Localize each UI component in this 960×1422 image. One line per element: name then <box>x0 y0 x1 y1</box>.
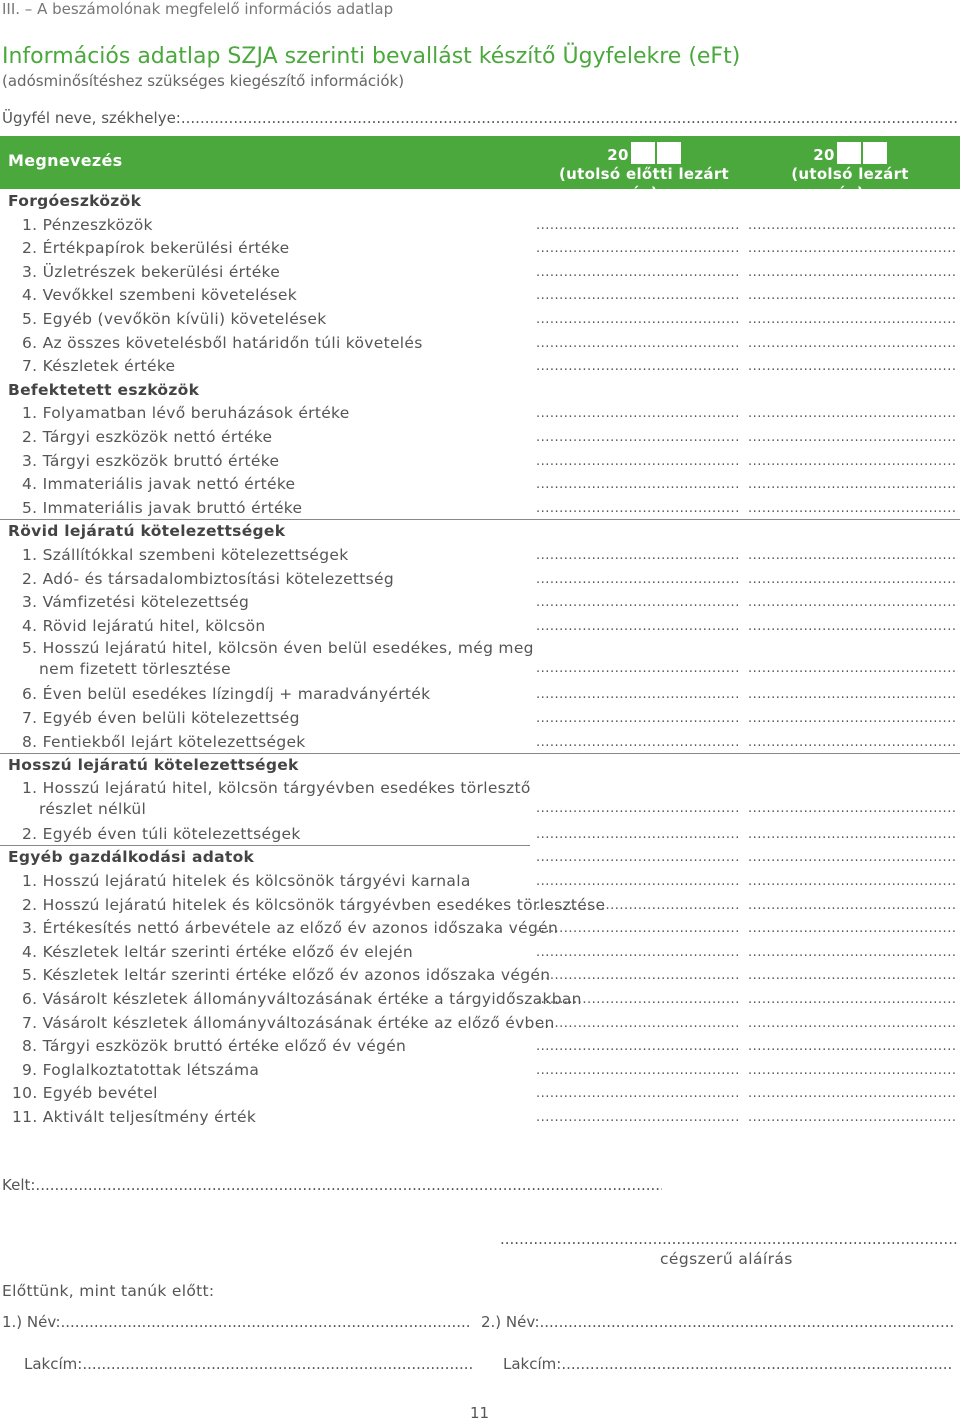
form-row <box>0 1035 960 1058</box>
section-title-label: Befektetett eszközök <box>8 380 200 399</box>
row-label: 2. Egyéb éven túli kötelezettségek <box>22 824 301 843</box>
section-title <box>0 754 960 777</box>
value-field-prev-year[interactable] <box>536 332 740 355</box>
row-label: 1. Pénzeszközök <box>22 215 153 234</box>
row-label: 2. Hosszú lejáratú hitelek és kölcsönök tárgyévben esedékes törlesztése <box>22 895 606 914</box>
value-field-last-year[interactable] <box>748 988 956 1011</box>
value-field-prev-year[interactable] <box>536 1035 740 1058</box>
row-label: 6. Az összes követelésből határidőn túli követelés <box>22 333 423 352</box>
row-label: 7. Vásárolt készletek állományváltozásának értéke az előző évben <box>22 1013 555 1032</box>
page-subtitle: (adósminősítéshez szükséges kiegészítő információk) <box>2 72 405 90</box>
value-field-last-year[interactable] <box>748 917 956 940</box>
section-title <box>0 190 960 213</box>
value-field-prev-year[interactable] <box>536 497 740 520</box>
signature-label: cégszerű aláírás <box>660 1250 793 1268</box>
witness1-address-field[interactable] <box>24 1355 472 1373</box>
form-row <box>0 355 960 378</box>
value-field-last-year[interactable] <box>748 731 956 754</box>
row-label: 8. Fentiekből lejárt kötelezettségek <box>22 732 306 751</box>
row-label: 2. Adó- és társadalombiztosítási kötelezettség <box>22 569 395 588</box>
row-label: 3. Értékesítés nettó árbevétele az előző év azonos időszaka végén <box>22 919 559 938</box>
form-row <box>0 615 960 638</box>
value-field-prev-year[interactable] <box>536 1106 740 1129</box>
section-title-label: Egyéb gazdálkodási adatok <box>8 848 255 867</box>
value-field-prev-year[interactable] <box>536 707 740 730</box>
row-label: 6. Vásárolt készletek állományváltozásának értéke a tárgyidőszakban <box>22 990 582 1008</box>
form-row <box>0 497 960 520</box>
value-field-last-year[interactable] <box>748 473 956 496</box>
kelt-dotted-line <box>35 1176 662 1194</box>
form-row <box>0 683 960 706</box>
value-field-prev-year[interactable] <box>536 355 740 378</box>
form-row <box>0 544 960 567</box>
form-row <box>0 591 960 614</box>
row-label: 5. Készletek leltár szerinti értéke előző év azonos időszaka végén <box>22 966 551 985</box>
row-label: 3. Üzletrészek bekerülési értéke <box>22 262 281 281</box>
value-field-prev-year[interactable] <box>536 426 740 449</box>
form-row <box>0 1082 960 1105</box>
value-field-prev-year[interactable] <box>536 308 740 331</box>
witness2-name-dots <box>540 1313 954 1331</box>
value-field-last-year[interactable] <box>748 308 956 331</box>
client-dotted-line <box>181 108 958 128</box>
form-row <box>0 1012 960 1035</box>
value-field-last-year[interactable] <box>748 568 956 591</box>
year-box-2b[interactable] <box>863 142 887 164</box>
row-label: 4. Készletek leltár szerinti értéke előző év elején <box>22 942 414 961</box>
row-label: 7. Készletek értéke <box>22 357 176 376</box>
witness2-address-label: Lakcím: <box>503 1355 562 1373</box>
form-row <box>0 638 960 680</box>
witness2-address-dots <box>561 1355 953 1373</box>
form-row <box>0 568 960 591</box>
year-prefix-1: 20 <box>607 146 629 164</box>
value-field-last-year[interactable] <box>748 426 956 449</box>
value-field-prev-year[interactable] <box>536 797 740 820</box>
value-field-last-year[interactable] <box>748 214 956 237</box>
row-label: 1. Hosszú lejáratú hitel, kölcsön tárgyévben esedékes törlesztő részlet nélkül <box>22 778 531 818</box>
page-number: 11 <box>470 1404 490 1422</box>
form-row <box>0 964 960 987</box>
client-label: Ügyfél neve, székhelye: <box>2 109 181 127</box>
value-field-last-year[interactable] <box>748 846 956 869</box>
section-title <box>0 520 960 543</box>
section-title-label: Forgóeszközök <box>8 192 142 210</box>
value-field-last-year[interactable] <box>748 497 956 520</box>
witness-label: Előttünk, mint tanúk előtt: <box>2 1282 215 1300</box>
value-field-prev-year[interactable] <box>536 894 740 917</box>
value-field-last-year[interactable] <box>748 941 956 964</box>
year-caption-2: (utolsó lezárt év) <box>791 165 909 202</box>
value-field-prev-year[interactable] <box>536 261 740 284</box>
row-label: 5. Egyéb (vevőkön kívüli) követelések <box>22 310 327 328</box>
value-field-last-year[interactable] <box>748 355 956 378</box>
form-row <box>0 473 960 496</box>
signature-line[interactable] <box>500 1230 958 1248</box>
witness1-name-field[interactable] <box>2 1313 472 1331</box>
form-row <box>0 917 960 940</box>
value-field-prev-year[interactable] <box>536 870 740 893</box>
form-row <box>0 426 960 449</box>
year-box-1a[interactable] <box>631 142 655 164</box>
value-field-last-year[interactable] <box>748 615 956 638</box>
value-field-last-year[interactable] <box>748 1082 956 1105</box>
value-field-prev-year[interactable] <box>536 544 740 567</box>
form-row <box>0 941 960 964</box>
form-row <box>0 1059 960 1082</box>
row-label: 4. Immateriális javak nettó értéke <box>22 475 296 494</box>
row-label: 2. Tárgyi eszközök nettó értéke <box>22 428 273 446</box>
value-field-prev-year[interactable] <box>536 284 740 307</box>
value-field-last-year[interactable] <box>748 1106 956 1129</box>
value-field-prev-year[interactable] <box>536 683 740 706</box>
value-field-last-year[interactable] <box>748 1012 956 1035</box>
form-row <box>0 707 960 730</box>
row-label: 1. Szállítókkal szembeni kötelezettségek <box>22 546 349 564</box>
kelt-label: Kelt: <box>2 1176 36 1194</box>
section-title <box>0 379 960 402</box>
value-field-last-year[interactable] <box>748 657 956 680</box>
kelt-field[interactable] <box>2 1176 662 1194</box>
witness1-address-label: Lakcím: <box>24 1355 83 1373</box>
value-field-last-year[interactable] <box>748 823 956 846</box>
form-row <box>0 450 960 473</box>
row-label: 5. Immateriális javak bruttó értéke <box>22 498 303 517</box>
value-field-last-year[interactable] <box>748 894 956 917</box>
row-label: 5. Hosszú lejáratú hitel, kölcsön éven belül esedékes, még meg nem fizetett törlesztése <box>22 639 534 679</box>
value-field-prev-year[interactable] <box>536 846 740 869</box>
value-field-prev-year[interactable] <box>536 402 740 425</box>
row-label: 1. Hosszú lejáratú hitelek és kölcsönök tárgyévi karnala <box>22 872 471 890</box>
row-label: 10. Egyéb bevétel <box>12 1084 158 1103</box>
value-field-last-year[interactable] <box>748 870 956 893</box>
form-row <box>0 214 960 237</box>
value-field-prev-year[interactable] <box>536 568 740 591</box>
value-field-prev-year[interactable] <box>536 941 740 964</box>
row-label: 2. Értékpapírok bekerülési értéke <box>22 239 290 258</box>
value-field-prev-year[interactable] <box>536 450 740 473</box>
year-box-2a[interactable] <box>837 142 861 164</box>
form-row <box>0 261 960 284</box>
value-field-last-year[interactable] <box>748 683 956 706</box>
year-caption-1: (utolsó előtti lezárt év) <box>559 165 729 202</box>
value-field-prev-year[interactable] <box>536 591 740 614</box>
value-field-prev-year[interactable] <box>536 917 740 940</box>
witness1-address-dots <box>82 1355 472 1373</box>
section-title-label: Rövid lejáratú kötelezettségek <box>8 522 286 541</box>
witness2-name-label: 2.) Név: <box>481 1313 540 1331</box>
value-field-last-year[interactable] <box>748 591 956 614</box>
year-prefix-2: 20 <box>813 146 835 164</box>
witness1-name-dots <box>61 1313 473 1331</box>
form-row <box>0 237 960 260</box>
value-field-prev-year[interactable] <box>536 657 740 680</box>
row-label: 9. Foglalkoztatottak létszáma <box>22 1060 260 1079</box>
value-field-prev-year[interactable] <box>536 473 740 496</box>
header-name: Megnevezés <box>8 151 123 170</box>
row-label: 3. Tárgyi eszközök bruttó értéke <box>22 451 280 470</box>
section-title <box>0 846 960 869</box>
form-row <box>0 1106 960 1129</box>
form-row <box>0 823 960 846</box>
value-field-prev-year[interactable] <box>536 214 740 237</box>
value-field-last-year[interactable] <box>748 797 956 820</box>
value-field-prev-year[interactable] <box>536 823 740 846</box>
value-field-last-year[interactable] <box>748 332 956 355</box>
value-field-last-year[interactable] <box>748 964 956 987</box>
page-title: Információs adatlap SZJA szerinti bevallást készítő Ügyfelekre (eFt) <box>2 44 741 69</box>
form-row <box>0 308 960 331</box>
row-label: 8. Tárgyi eszközök bruttó értéke előző év végén <box>22 1037 407 1056</box>
value-field-prev-year[interactable] <box>536 237 740 260</box>
form-row <box>0 894 960 917</box>
row-label: 3. Vámfizetési kötelezettség <box>22 593 250 612</box>
form-row <box>0 778 960 820</box>
value-field-prev-year[interactable] <box>536 615 740 638</box>
value-field-last-year[interactable] <box>748 1035 956 1058</box>
value-field-last-year[interactable] <box>748 261 956 284</box>
value-field-last-year[interactable] <box>748 544 956 567</box>
section-title-label: Hosszú lejáratú kötelezettségek <box>8 756 299 775</box>
row-label: 1. Folyamatban lévő beruházások értéke <box>22 404 350 423</box>
form-row <box>0 731 960 754</box>
row-label: 4. Rövid lejáratú hitel, kölcsön <box>22 616 266 635</box>
form-row <box>0 870 960 893</box>
value-field-prev-year[interactable] <box>536 731 740 754</box>
form-row <box>0 284 960 307</box>
value-field-prev-year[interactable] <box>536 1082 740 1105</box>
form-row <box>0 402 960 425</box>
value-field-prev-year[interactable] <box>536 964 740 987</box>
witness1-name-label: 1.) Név: <box>2 1313 61 1331</box>
form-row <box>0 988 960 1011</box>
client-name-field[interactable] <box>2 108 958 128</box>
form-row <box>0 332 960 355</box>
row-label: 4. Vevőkkel szembeni követelések <box>22 286 298 305</box>
value-field-last-year[interactable] <box>748 284 956 307</box>
value-field-last-year[interactable] <box>748 402 956 425</box>
row-label: 6. Éven belül esedékes lízingdíj + maradványérték <box>22 685 431 704</box>
year-box-1b[interactable] <box>657 142 681 164</box>
value-field-last-year[interactable] <box>748 450 956 473</box>
breadcrumb: III. – A beszámolónak megfelelő információs adatlap <box>2 0 394 18</box>
row-label: 7. Egyéb éven belüli kötelezettség <box>22 709 300 727</box>
value-field-prev-year[interactable] <box>536 1012 740 1035</box>
value-field-prev-year[interactable] <box>536 1059 740 1082</box>
value-field-prev-year[interactable] <box>536 988 740 1011</box>
row-label: 11. Aktivált teljesítmény érték <box>12 1108 257 1126</box>
value-field-last-year[interactable] <box>748 1059 956 1082</box>
value-field-last-year[interactable] <box>748 707 956 730</box>
witness2-address-field[interactable] <box>503 1355 953 1373</box>
value-field-last-year[interactable] <box>748 237 956 260</box>
witness2-name-field[interactable] <box>481 1313 953 1331</box>
